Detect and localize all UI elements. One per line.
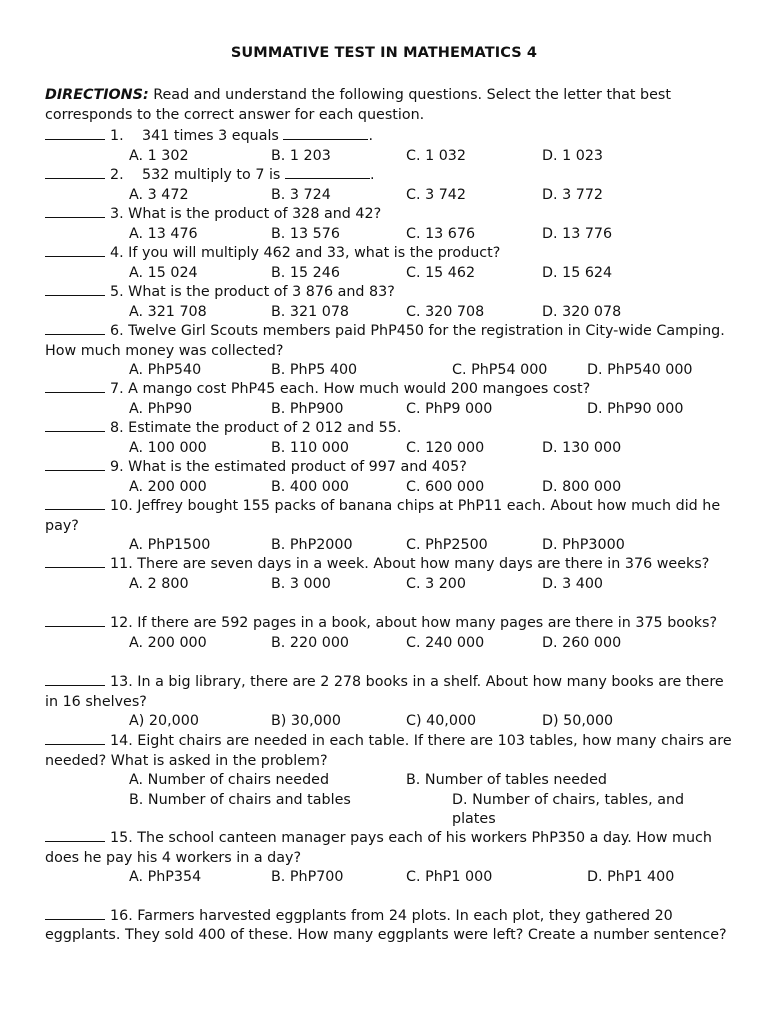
option-d[interactable]: D. 15 624 xyxy=(542,264,613,281)
question-text: 9. What is the estimated product of 997 and 405? xyxy=(110,459,467,475)
question-text: 11. There are seven days in a week. About how many days are there in 376 weeks? xyxy=(110,556,710,572)
option-d[interactable]: D. 320 078 xyxy=(542,303,622,320)
fill-blank[interactable] xyxy=(283,125,368,140)
option-c[interactable]: C. PhP54 000 xyxy=(452,362,548,378)
option-a[interactable]: A. PhP90 xyxy=(129,400,193,417)
question-text: 15. The school canteen manager pays each of his workers PhP350 a day. How much does he pay his 4 workers in a day? xyxy=(45,830,712,866)
option-a[interactable]: A. 100 000 xyxy=(129,439,207,456)
option-d[interactable]: D. 260 000 xyxy=(542,634,622,651)
question-text: 10. Jeffrey bought 155 packs of banana chips at PhP11 each. About how much did he pay? xyxy=(45,498,721,534)
answer-blank[interactable] xyxy=(45,456,105,471)
question-text: 6. Twelve Girl Scouts members paid PhP450 for the registration in City-wide Camping. How much money was collected? xyxy=(45,323,725,359)
fill-blank[interactable] xyxy=(285,164,370,179)
option-b[interactable]: B. PhP700 xyxy=(271,869,344,885)
question-15 xyxy=(45,827,735,888)
question-text: 14. Eight chairs are needed in each table. If there are 103 tables, how many chairs are needed? What is asked in the problem? xyxy=(45,733,732,769)
option-d[interactable]: D) 50,000 xyxy=(542,713,614,729)
answer-blank[interactable] xyxy=(45,827,105,842)
question-text: 16. Farmers harvested eggplants from 24 plots. In each plot, they gathered 20 eggplants. They sold 400 of these. How many eggplants were left? Create a number sentence? xyxy=(45,908,727,943)
option-a[interactable]: A. 200 000 xyxy=(129,634,207,651)
option-b[interactable]: B. PhP5 400 xyxy=(271,362,358,378)
question-9 xyxy=(45,456,735,497)
option-d[interactable]: D. 13 776 xyxy=(542,225,613,242)
question-text: 12. If there are 592 pages in a book, about how many pages are there in 375 books? xyxy=(110,615,718,631)
answer-blank[interactable] xyxy=(45,495,105,510)
option-b-alt[interactable]: B. Number of chairs and tables xyxy=(129,791,351,808)
question-text: 341 times 3 equals xyxy=(142,128,279,144)
option-d[interactable]: D. 800 000 xyxy=(542,478,622,495)
option-d[interactable]: D. 3 772 xyxy=(542,186,604,203)
option-b[interactable]: B. 220 000 xyxy=(271,634,350,651)
option-b[interactable]: B. Number of tables needed xyxy=(406,772,608,788)
option-c[interactable]: C. 1 032 xyxy=(406,147,467,164)
option-a[interactable]: A. 1 302 xyxy=(129,147,189,164)
question-16 xyxy=(45,905,735,944)
option-b[interactable]: B. PhP2000 xyxy=(271,537,353,553)
option-a[interactable]: A) 20,000 xyxy=(129,713,199,729)
option-d[interactable]: D. 130 000 xyxy=(542,439,622,456)
question-text: 7. A mango cost PhP45 each. How much would 200 mangoes cost? xyxy=(110,381,591,397)
option-d[interactable]: D. PhP90 000 xyxy=(587,400,684,417)
question-text: 13. In a big library, there are 2 278 books in a shelf. About how many books are there in 16 shelves? xyxy=(45,674,724,710)
answer-blank[interactable] xyxy=(45,553,105,568)
answer-blank[interactable] xyxy=(45,320,105,335)
question-text: 3. What is the product of 328 and 42? xyxy=(110,206,382,222)
question-14 xyxy=(45,730,735,830)
answer-blank[interactable] xyxy=(45,203,105,218)
question-text: 5. What is the product of 3 876 and 83? xyxy=(110,284,395,300)
option-d[interactable]: D. PhP3000 xyxy=(542,537,625,553)
option-b[interactable]: B. 400 000 xyxy=(271,478,350,495)
question-7 xyxy=(45,378,735,419)
answer-blank[interactable] xyxy=(45,671,105,686)
question-6 xyxy=(45,320,735,381)
directions-label: DIRECTIONS: xyxy=(45,87,149,103)
option-a[interactable]: A. 13 476 xyxy=(129,225,198,242)
option-a[interactable]: A. 200 000 xyxy=(129,478,207,495)
question-text: 532 multiply to 7 is xyxy=(142,167,281,183)
question-1 xyxy=(45,125,735,166)
option-d[interactable]: D. PhP1 400 xyxy=(587,869,675,885)
answer-blank[interactable] xyxy=(45,417,105,432)
question-12 xyxy=(45,612,735,653)
option-b[interactable]: B. 15 246 xyxy=(271,264,340,281)
question-2 xyxy=(45,164,735,205)
option-b[interactable]: B. 3 724 xyxy=(271,186,331,203)
option-a[interactable]: A. 2 800 xyxy=(129,575,189,592)
question-text: 8. Estimate the product of 2 012 and 55. xyxy=(110,420,402,436)
option-d[interactable]: D. 1 023 xyxy=(542,147,604,164)
option-c[interactable]: C. 13 676 xyxy=(406,225,476,242)
option-c[interactable]: C. PhP9 000 xyxy=(406,400,493,417)
option-d-text: D. Number of chairs, tables, and plates xyxy=(452,791,685,827)
option-a[interactable]: A. Number of chairs needed xyxy=(129,772,330,788)
option-c[interactable]: C. PhP2500 xyxy=(406,537,488,553)
option-a[interactable]: A. PhP540 xyxy=(129,362,202,378)
test-title: SUMMATIVE TEST IN MATHEMATICS 4 xyxy=(230,45,538,61)
directions xyxy=(45,86,735,125)
answer-blank[interactable] xyxy=(45,164,105,179)
option-c[interactable]: C. 600 000 xyxy=(406,478,485,495)
option-b[interactable]: B. 321 078 xyxy=(271,303,350,320)
question-tail: . xyxy=(369,167,375,183)
question-3 xyxy=(45,203,735,244)
answer-blank[interactable] xyxy=(45,281,105,296)
question-5 xyxy=(45,281,735,322)
option-b[interactable]: B. 110 000 xyxy=(271,439,350,456)
option-d[interactable]: D. 3 400 xyxy=(542,575,604,592)
option-c[interactable]: C. 3 200 xyxy=(406,575,467,592)
question-tail: . xyxy=(368,128,373,144)
answer-blank[interactable] xyxy=(45,905,105,920)
option-c[interactable]: C. 120 000 xyxy=(406,439,485,456)
option-a[interactable]: A. PhP1500 xyxy=(129,537,211,553)
option-c[interactable]: C. PhP1 000 xyxy=(406,869,493,885)
question-11 xyxy=(45,553,735,594)
question-4 xyxy=(45,242,735,283)
question-10 xyxy=(45,495,735,556)
answer-blank[interactable] xyxy=(45,125,105,140)
option-b[interactable]: B. PhP900 xyxy=(271,400,344,417)
question-number: 2. xyxy=(110,167,124,183)
answer-blank[interactable] xyxy=(45,242,105,257)
option-c[interactable]: C. 240 000 xyxy=(406,634,485,651)
question-text: 4. If you will multiply 462 and 33, what is the product? xyxy=(110,245,501,261)
option-c[interactable]: C. 15 462 xyxy=(406,264,476,281)
option-b[interactable]: B. 13 576 xyxy=(271,225,340,242)
option-d[interactable]: D. PhP540 000 xyxy=(587,362,693,378)
answer-blank[interactable] xyxy=(45,378,105,393)
answer-blank[interactable] xyxy=(45,730,105,745)
option-a[interactable]: A. 3 472 xyxy=(129,186,189,203)
question-8 xyxy=(45,417,735,458)
directions-text: Read and understand the following questions. Select the letter that best corresponds to the correct answer for each question. xyxy=(45,87,671,123)
option-b[interactable]: B. 3 000 xyxy=(271,575,331,592)
option-c[interactable]: C. 3 742 xyxy=(406,186,467,203)
option-d[interactable] xyxy=(452,791,712,830)
option-a[interactable]: A. 15 024 xyxy=(129,264,198,281)
question-number: 1. xyxy=(110,128,124,144)
option-c[interactable]: C. 320 708 xyxy=(406,303,485,320)
option-a[interactable]: A. PhP354 xyxy=(129,869,202,885)
question-13 xyxy=(45,671,735,732)
option-b[interactable]: B. 1 203 xyxy=(271,147,331,164)
answer-blank[interactable] xyxy=(45,612,105,627)
option-c[interactable]: C) 40,000 xyxy=(406,713,477,729)
option-a[interactable]: A. 321 708 xyxy=(129,303,207,320)
option-b[interactable]: B) 30,000 xyxy=(271,713,341,729)
